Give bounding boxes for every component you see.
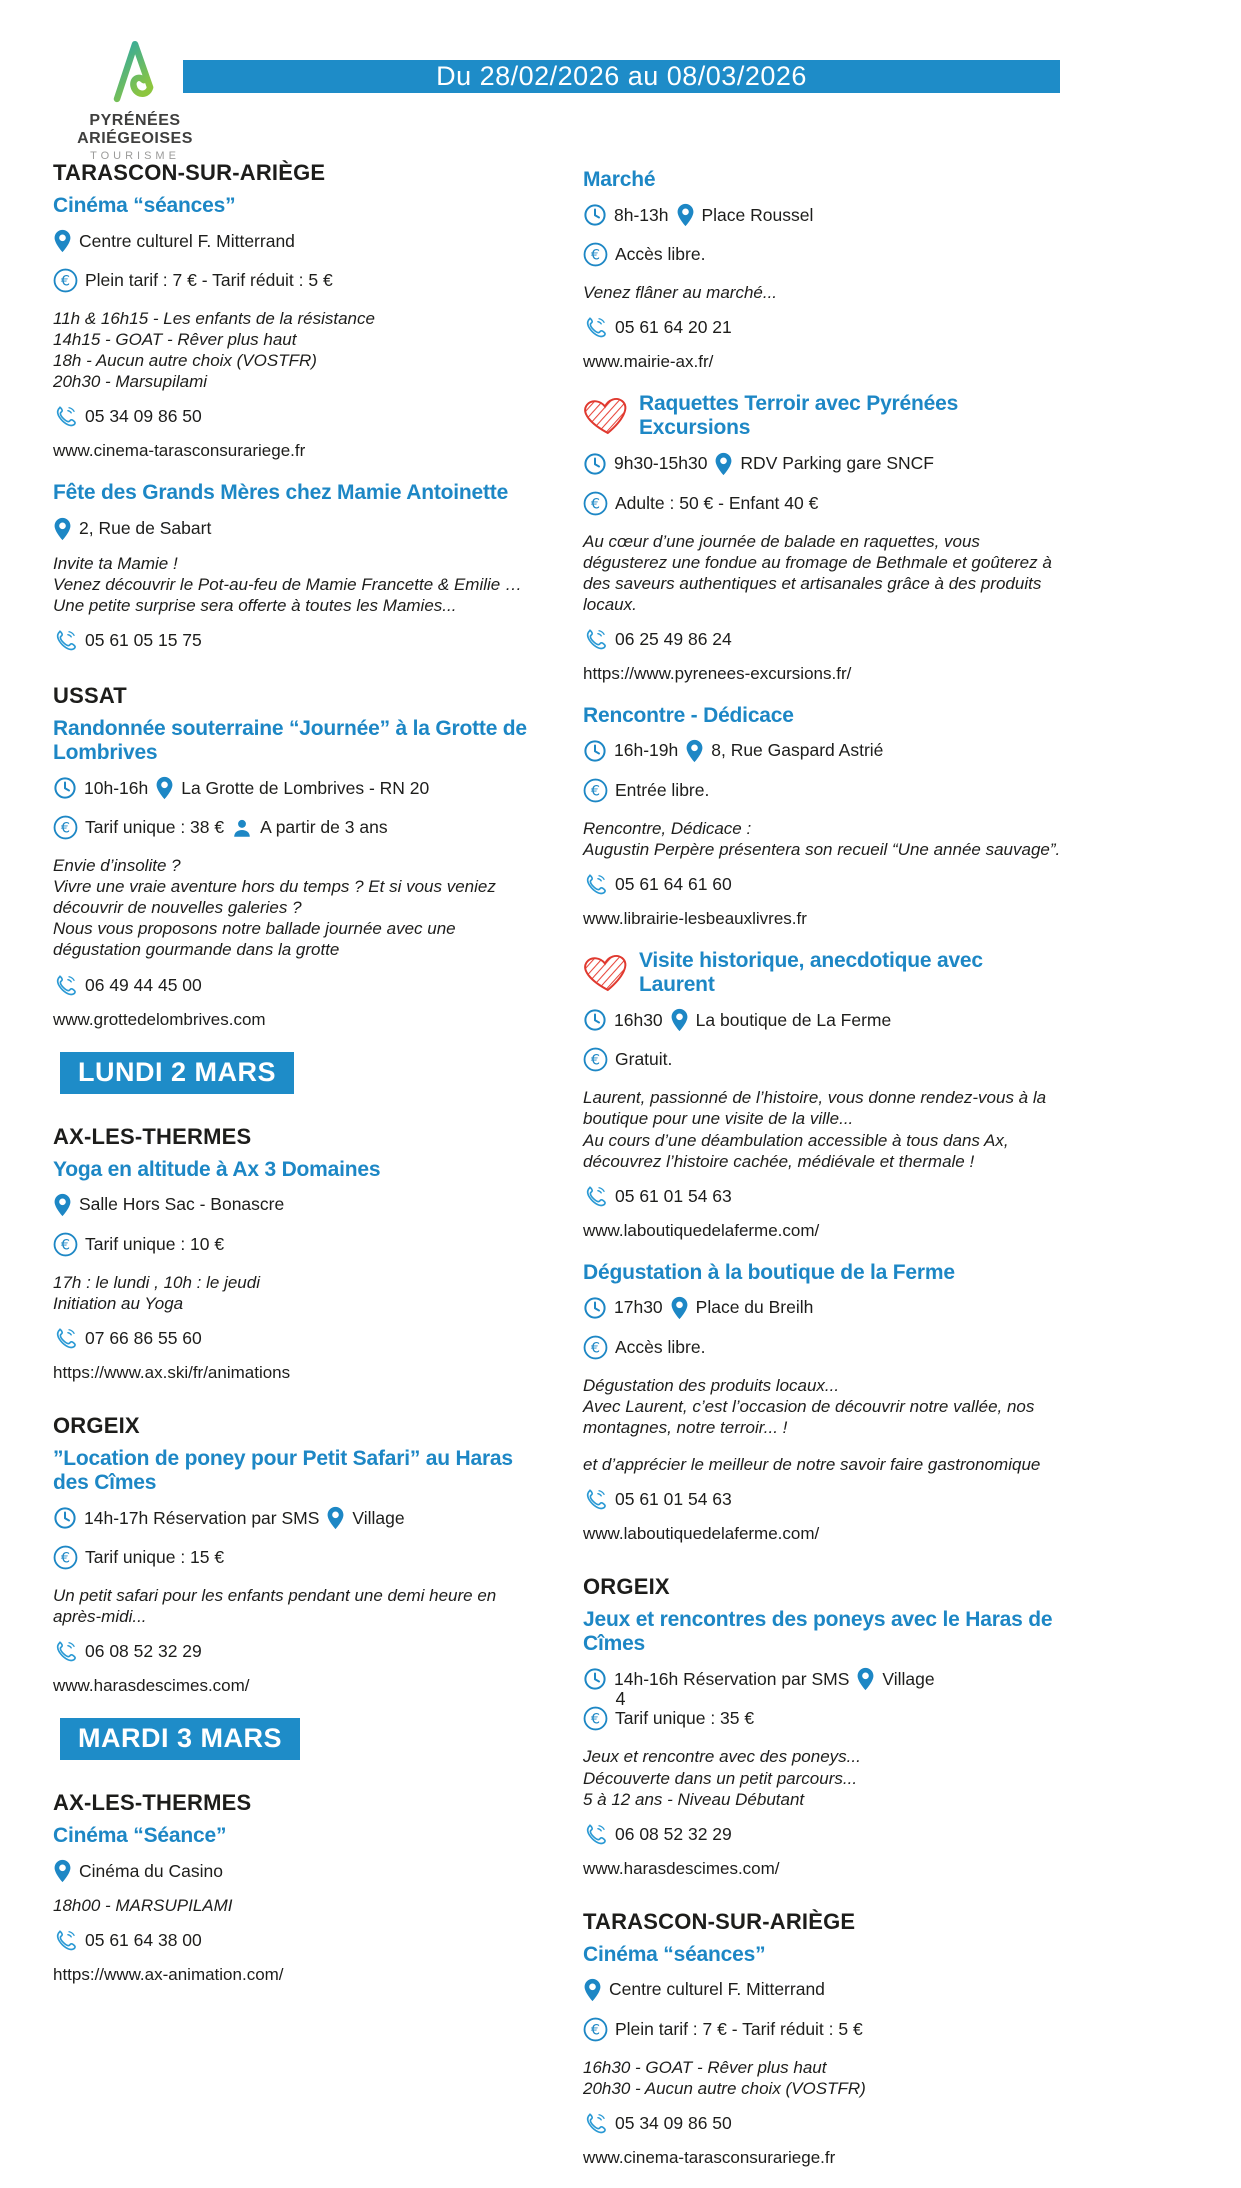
- svg-text:€: €: [60, 1237, 71, 1254]
- phone-line-text: 06 08 52 32 29: [615, 1823, 732, 1844]
- meta-line: [53, 776, 533, 800]
- event-description: [583, 818, 1063, 860]
- city-header: AX-LES-THERMES: [53, 1790, 252, 1816]
- meta-line: [583, 1008, 1063, 1032]
- event-title: Cinéma “séances”: [53, 194, 236, 217]
- meta-line-text: Centre culturel F. Mitterrand: [79, 230, 295, 251]
- event: [53, 717, 533, 1030]
- phone-line: [583, 872, 1063, 897]
- event-url: www.mairie-ax.fr/: [583, 352, 714, 372]
- description-paragraph: [583, 2057, 1063, 2099]
- event-title: Cinéma “séances”: [583, 1942, 766, 1966]
- phone-icon: [53, 1326, 78, 1351]
- phone-line: [583, 315, 1063, 340]
- phone-line: [583, 1487, 1063, 1512]
- meta-line-text: Cinéma du Casino: [79, 1860, 223, 1881]
- event-description: [53, 855, 533, 960]
- phone-icon: [583, 1822, 608, 1847]
- day-banner-row: [53, 1052, 533, 1094]
- event-title: Dégustation à la boutique de la Ferme: [583, 1260, 955, 1284]
- description-line: 16h30 - GOAT - Rêver plus haut: [583, 2057, 827, 2077]
- phone-line: [583, 1822, 1063, 1847]
- description-line: Rencontre, Dédicace :: [583, 818, 752, 838]
- meta-line: [583, 1667, 1063, 1691]
- price-line-text: Gratuit.: [615, 1049, 673, 1070]
- price-line-text: Tarif unique : 38 €: [85, 817, 225, 838]
- description-line: 20h30 - Marsupilami: [53, 372, 208, 392]
- event-description: [583, 1746, 1063, 1809]
- description-line: Envie d’insolite ?: [53, 856, 181, 876]
- event: [583, 168, 1063, 372]
- pin-icon: [685, 739, 704, 763]
- logo-text-pyrenees: PYRÉNÉES: [89, 112, 181, 129]
- date-range-banner: Du 28/02/2026 au 08/03/2026: [183, 60, 1060, 93]
- meta-line-text: 8h-13h: [614, 204, 669, 225]
- price-line: [583, 2017, 1063, 2042]
- clock-icon: [583, 1667, 607, 1691]
- svg-text:€: €: [590, 247, 601, 264]
- phone-line: [53, 1326, 533, 1351]
- event-title: Marché: [583, 168, 656, 191]
- description-paragraph: [583, 1746, 1063, 1809]
- phone-line-text: 06 08 52 32 29: [85, 1641, 202, 1662]
- phone-icon: [583, 315, 608, 340]
- meta-line-text: Centre culturel F. Mitterrand: [609, 1979, 825, 2000]
- person-icon: [231, 817, 253, 839]
- event-title: Fête des Grands Mères chez Mamie Antoinette: [53, 481, 509, 505]
- meta-line-text: Village: [352, 1507, 405, 1528]
- meta-line-text: Village: [882, 1668, 935, 1689]
- price-line-text: Adulte : 50 € - Enfant 40 €: [615, 492, 819, 513]
- city-header: ORGEIX: [53, 1412, 140, 1438]
- event-title: ”Location de poney pour Petit Safari” au Haras des Cîmes: [53, 1446, 513, 1494]
- meta-line-text: 17h30: [614, 1297, 663, 1318]
- event-description: [53, 1272, 533, 1314]
- description-line: Au cours d’une déambulation accessible à tous dans Ax, découvrez l’histoire cachée, médiévale et thermale !: [583, 1130, 1009, 1171]
- city-header: AX-LES-THERMES: [53, 1123, 252, 1149]
- event-description: [53, 1585, 533, 1627]
- event-title: Raquettes Terroir avec Pyrénées Excursions: [639, 392, 959, 440]
- meta-line-text: RDV Parking gare SNCF: [740, 453, 934, 473]
- phone-line-text: 05 61 64 38 00: [85, 1930, 202, 1951]
- description-line: 5 à 12 ans - Niveau Débutant: [583, 1789, 805, 1809]
- description-paragraph: [583, 282, 1063, 303]
- meta-line: [583, 739, 1063, 763]
- euro-icon: [53, 1545, 78, 1570]
- event-url: www.harasdescimes.com/: [53, 1676, 250, 1696]
- description-line: 18h - Aucun autre choix (VOSTFR): [53, 351, 317, 371]
- meta-line-text: Place du Breilh: [695, 1297, 814, 1318]
- event-title: Visite historique, anecdotique avec Laurent: [639, 949, 983, 997]
- description-line: Une petite surprise sera offerte à toutes les Mamies...: [53, 595, 457, 615]
- event: [583, 392, 1063, 684]
- event: [53, 1824, 533, 1985]
- phone-line: [583, 2111, 1063, 2136]
- event-description: [583, 282, 1063, 303]
- event-description: [583, 531, 1063, 615]
- description-line: 20h30 - Aucun autre choix (VOSTFR): [583, 2078, 866, 2098]
- event: [583, 949, 1063, 1241]
- description-line: Invite ta Mamie !: [53, 553, 178, 573]
- meta-line-text: 8, Rue Gaspard Astrié: [711, 740, 884, 761]
- city-header: TARASCON-SUR-ARIÈGE: [583, 1908, 856, 1934]
- phone-line: [53, 404, 533, 429]
- phone-line-text: 07 66 86 55 60: [85, 1327, 202, 1348]
- phone-line-text: 05 61 05 15 75: [85, 629, 202, 650]
- pin-icon: [670, 1296, 689, 1320]
- description-line: et d’apprécier le meilleur de notre savoir faire gastronomique: [583, 1455, 1041, 1475]
- svg-text:€: €: [590, 2022, 601, 2039]
- day-banner: LUNDI 2 MARS: [60, 1052, 294, 1094]
- event-title-row: [583, 392, 1063, 440]
- event-url: www.laboutiquedelaferme.com/: [583, 1524, 820, 1544]
- price-line-text: Tarif unique : 35 €: [615, 1708, 755, 1729]
- event: [53, 481, 533, 652]
- price-line-text: Plein tarif : 7 € - Tarif réduit : 5 €: [615, 2018, 863, 2039]
- description-paragraph: [583, 1375, 1063, 1438]
- event: [583, 1608, 1063, 1879]
- euro-icon: [583, 1706, 608, 1731]
- description-paragraph: [583, 1454, 1063, 1475]
- price-line-text: Plein tarif : 7 € - Tarif réduit : 5 €: [85, 270, 333, 291]
- event-url: www.grottedelombrives.com: [53, 1009, 266, 1029]
- phone-icon: [53, 973, 78, 998]
- pin-icon: [326, 1506, 345, 1530]
- phone-icon: [53, 1639, 78, 1664]
- price-line: [53, 1545, 533, 1570]
- description-line: Venez découvrir le Pot-au-feu de Mamie Francette & Emilie …: [53, 574, 522, 594]
- event-title: Randonnée souterraine “Journée” à la Grotte de Lombrives: [53, 716, 527, 764]
- pin-icon: [53, 229, 72, 253]
- euro-icon: [583, 1335, 608, 1360]
- phone-line: [53, 628, 533, 653]
- meta-line-text: 16h30: [614, 1009, 663, 1030]
- clock-icon: [53, 1506, 77, 1530]
- day-banner: MARDI 3 MARS: [60, 1718, 300, 1760]
- phone-line-text: 05 61 64 61 60: [615, 874, 732, 895]
- euro-icon: [583, 491, 608, 516]
- clock-icon: [583, 203, 607, 227]
- phone-icon: [583, 627, 608, 652]
- meta-line: [53, 229, 533, 253]
- phone-icon: [53, 404, 78, 429]
- event-title: Jeux et rencontres des poneys avec le Haras de Cîmes: [583, 1608, 1053, 1656]
- description-line: Initiation au Yoga: [53, 1293, 184, 1313]
- pin-icon: [583, 1978, 602, 2002]
- phone-icon: [583, 1184, 608, 1209]
- tourism-office-logo: [55, 34, 215, 162]
- event-url: https://www.pyrenees-excursions.fr/: [583, 663, 852, 683]
- description-line: Nous vous proposons notre ballade journée avec une dégustation gourmande dans la grotte: [53, 919, 456, 960]
- logo-text-tourisme: TOURISME: [90, 149, 180, 162]
- event: [53, 1158, 533, 1383]
- euro-icon: [583, 778, 608, 803]
- event: [583, 1943, 1063, 2168]
- pin-icon: [53, 1859, 72, 1883]
- logo-text-ariegeoises: ARIÉGEOISES: [77, 129, 193, 147]
- page-number: 4: [615, 1689, 626, 1709]
- event-title: Rencontre - Dédicace: [583, 703, 794, 727]
- event-url: https://www.ax.ski/fr/animations: [53, 1362, 291, 1382]
- price-line-text: Accès libre.: [615, 244, 706, 265]
- description-line: Découverte dans un petit parcours...: [583, 1768, 858, 1788]
- euro-icon: [53, 268, 78, 293]
- event-title-row: [583, 949, 1063, 997]
- clock-icon: [53, 776, 77, 800]
- description-line: Un petit safari pour les enfants pendant une demi heure en après-midi...: [53, 1586, 497, 1627]
- phone-line-text: 05 34 09 86 50: [85, 406, 202, 427]
- description-line: 14h15 - GOAT - Rêver plus haut: [53, 330, 297, 350]
- meta-line: [53, 1193, 533, 1217]
- meta-line: [53, 1859, 533, 1883]
- event-title: Yoga en altitude à Ax 3 Domaines: [53, 1157, 381, 1181]
- phone-line-text: 05 61 64 20 21: [615, 317, 732, 338]
- event-description: [53, 1895, 533, 1916]
- pin-icon: [53, 1193, 72, 1217]
- phone-line-text: 05 34 09 86 50: [615, 2112, 732, 2133]
- description-paragraph: [53, 1272, 533, 1314]
- city-header: TARASCON-SUR-ARIÈGE: [53, 160, 326, 185]
- pin-icon: [155, 776, 174, 800]
- phone-line-text: 05 61 01 54 63: [615, 1489, 732, 1510]
- city-header: ORGEIX: [583, 1574, 670, 1600]
- event-url: www.librairie-lesbeauxlivres.fr: [583, 909, 807, 929]
- description-line: Jeux et rencontre avec des poneys...: [583, 1747, 861, 1767]
- price-line: [583, 778, 1063, 803]
- svg-text:€: €: [60, 1550, 71, 1567]
- price-line-text: A partir de 3 ans: [260, 817, 388, 838]
- meta-line-text: Place Roussel: [701, 204, 814, 225]
- meta-line-text: 2, Rue de Sabart: [79, 518, 212, 539]
- pin-icon: [856, 1667, 875, 1691]
- description-paragraph: [583, 1087, 1063, 1171]
- event-description: [53, 553, 533, 616]
- clock-icon: [583, 739, 607, 763]
- event-url: https://www.ax-animation.com/: [53, 1965, 284, 1985]
- meta-line: [583, 203, 1063, 227]
- description-paragraph: [53, 553, 533, 616]
- price-line: [583, 491, 1063, 516]
- meta-line: [583, 1296, 1063, 1320]
- euro-icon: [583, 1047, 608, 1072]
- price-line-text: Accès libre.: [615, 1336, 706, 1357]
- price-line: [53, 268, 533, 293]
- phone-line-text: 05 61 01 54 63: [615, 1185, 732, 1206]
- event-description: [583, 1375, 1063, 1475]
- svg-text:€: €: [60, 820, 71, 837]
- meta-line: [53, 517, 533, 541]
- meta-line: [53, 1506, 533, 1530]
- event: [583, 704, 1063, 929]
- phone-icon: [53, 628, 78, 653]
- description-line: Vivre une vraie aventure hors du temps ? Et si vous veniez découvrir de nouvelles galeries ?: [53, 877, 496, 918]
- price-line: [583, 1047, 1063, 1072]
- price-line: [53, 815, 533, 840]
- left-column: [53, 160, 533, 2005]
- description-line: Avec Laurent, c’est l’occasion de découvrir notre vallée, nos montagnes, notre terroir... !: [583, 1396, 1035, 1437]
- description-paragraph: [53, 308, 533, 392]
- event-title: Cinéma “Séance”: [53, 1824, 227, 1848]
- svg-text:€: €: [590, 783, 601, 800]
- svg-text:€: €: [590, 496, 601, 512]
- description-line: Augustin Perpère présentera son recueil “Une année sauvage”.: [583, 840, 1061, 860]
- price-line: [583, 242, 1063, 267]
- city-header: USSAT: [53, 682, 127, 708]
- description-line: Venez flâner au marché...: [583, 283, 778, 303]
- clock-icon: [583, 452, 607, 476]
- event: [53, 194, 533, 461]
- pin-icon: [714, 452, 733, 476]
- phone-line-text: 06 49 44 45 00: [85, 974, 202, 995]
- pin-icon: [676, 203, 695, 227]
- event-url: www.harasdescimes.com/: [583, 1858, 780, 1878]
- description-line: Dégustation des produits locaux...: [583, 1375, 840, 1395]
- meta-line: [583, 1978, 1063, 2002]
- description-paragraph: [53, 855, 533, 960]
- phone-line-text: 06 25 49 86 24: [615, 628, 732, 649]
- description-line: 18h00 - MARSUPILAMI: [53, 1896, 233, 1916]
- description-line: Laurent, passionné de l’histoire, vous donne rendez-vous à la boutique pour une visite de la ville...: [583, 1088, 1047, 1129]
- meta-line-text: 14h-17h Réservation par SMS: [84, 1507, 320, 1528]
- description-paragraph: [53, 1895, 533, 1916]
- euro-icon: [583, 242, 608, 267]
- clock-icon: [583, 1008, 607, 1032]
- event-url: www.laboutiquedelaferme.com/: [583, 1220, 820, 1240]
- event: [583, 1261, 1063, 1544]
- clock-icon: [583, 1296, 607, 1320]
- phone-line: [583, 627, 1063, 652]
- price-line-text: Entrée libre.: [615, 779, 710, 800]
- meta-line-text: 9h30-15h30: [614, 453, 708, 473]
- meta-line-text: Salle Hors Sac - Bonascre: [79, 1194, 285, 1215]
- meta-line-text: La Grotte de Lombrives - RN 20: [181, 777, 430, 798]
- svg-text:€: €: [590, 1340, 601, 1357]
- pin-icon: [53, 517, 72, 541]
- description-paragraph: [583, 531, 1063, 615]
- price-line-text: Tarif unique : 10 €: [85, 1233, 225, 1254]
- phone-icon: [53, 1928, 78, 1953]
- event-description: [583, 2057, 1063, 2099]
- description-paragraph: [583, 818, 1063, 860]
- phone-icon: [583, 872, 608, 897]
- meta-line-text: La boutique de La Ferme: [695, 1009, 892, 1030]
- price-line: [53, 1232, 533, 1257]
- event-description: [583, 1087, 1063, 1171]
- phone-line: [53, 1928, 533, 1953]
- phone-line: [53, 1639, 533, 1664]
- description-paragraph: [53, 1585, 533, 1627]
- description-line: Au cœur d’une journée de balade en raquettes, vous dégusterez une fondue au fromage de Bethmale et goûterez à des saveurs authentiques et artisanales grâce à des produits locaux.: [583, 531, 1052, 614]
- heart-icon: [583, 395, 629, 437]
- heart-icon: [583, 952, 629, 994]
- phone-icon: [583, 2111, 608, 2136]
- price-line-text: Tarif unique : 15 €: [85, 1547, 225, 1568]
- description-line: 17h : le lundi , 10h : le jeudi: [53, 1272, 260, 1292]
- phone-line: [53, 973, 533, 998]
- meta-line-text: 10h-16h: [84, 777, 149, 798]
- euro-icon: [53, 815, 78, 840]
- meta-line: [583, 452, 1063, 476]
- svg-text:€: €: [60, 273, 71, 290]
- event-url: www.cinema-tarasconsurariege.fr: [53, 441, 306, 461]
- description-line: 11h & 16h15 - Les enfants de la résistance: [53, 309, 375, 329]
- event-description: [53, 308, 533, 392]
- price-line: [583, 1706, 1063, 1731]
- euro-icon: [53, 1232, 78, 1257]
- event-url: www.cinema-tarasconsurariege.fr: [583, 2147, 836, 2167]
- euro-icon: [583, 2017, 608, 2042]
- phone-line: [583, 1184, 1063, 1209]
- meta-line-text: 16h-19h: [614, 740, 679, 761]
- svg-text:€: €: [590, 1711, 601, 1728]
- meta-line-text: 14h-16h Réservation par SMS: [614, 1668, 850, 1689]
- svg-text:€: €: [590, 1052, 601, 1069]
- phone-icon: [583, 1487, 608, 1512]
- event: [53, 1447, 533, 1696]
- right-column: [583, 160, 1063, 2188]
- price-line: [583, 1335, 1063, 1360]
- pin-icon: [670, 1008, 689, 1032]
